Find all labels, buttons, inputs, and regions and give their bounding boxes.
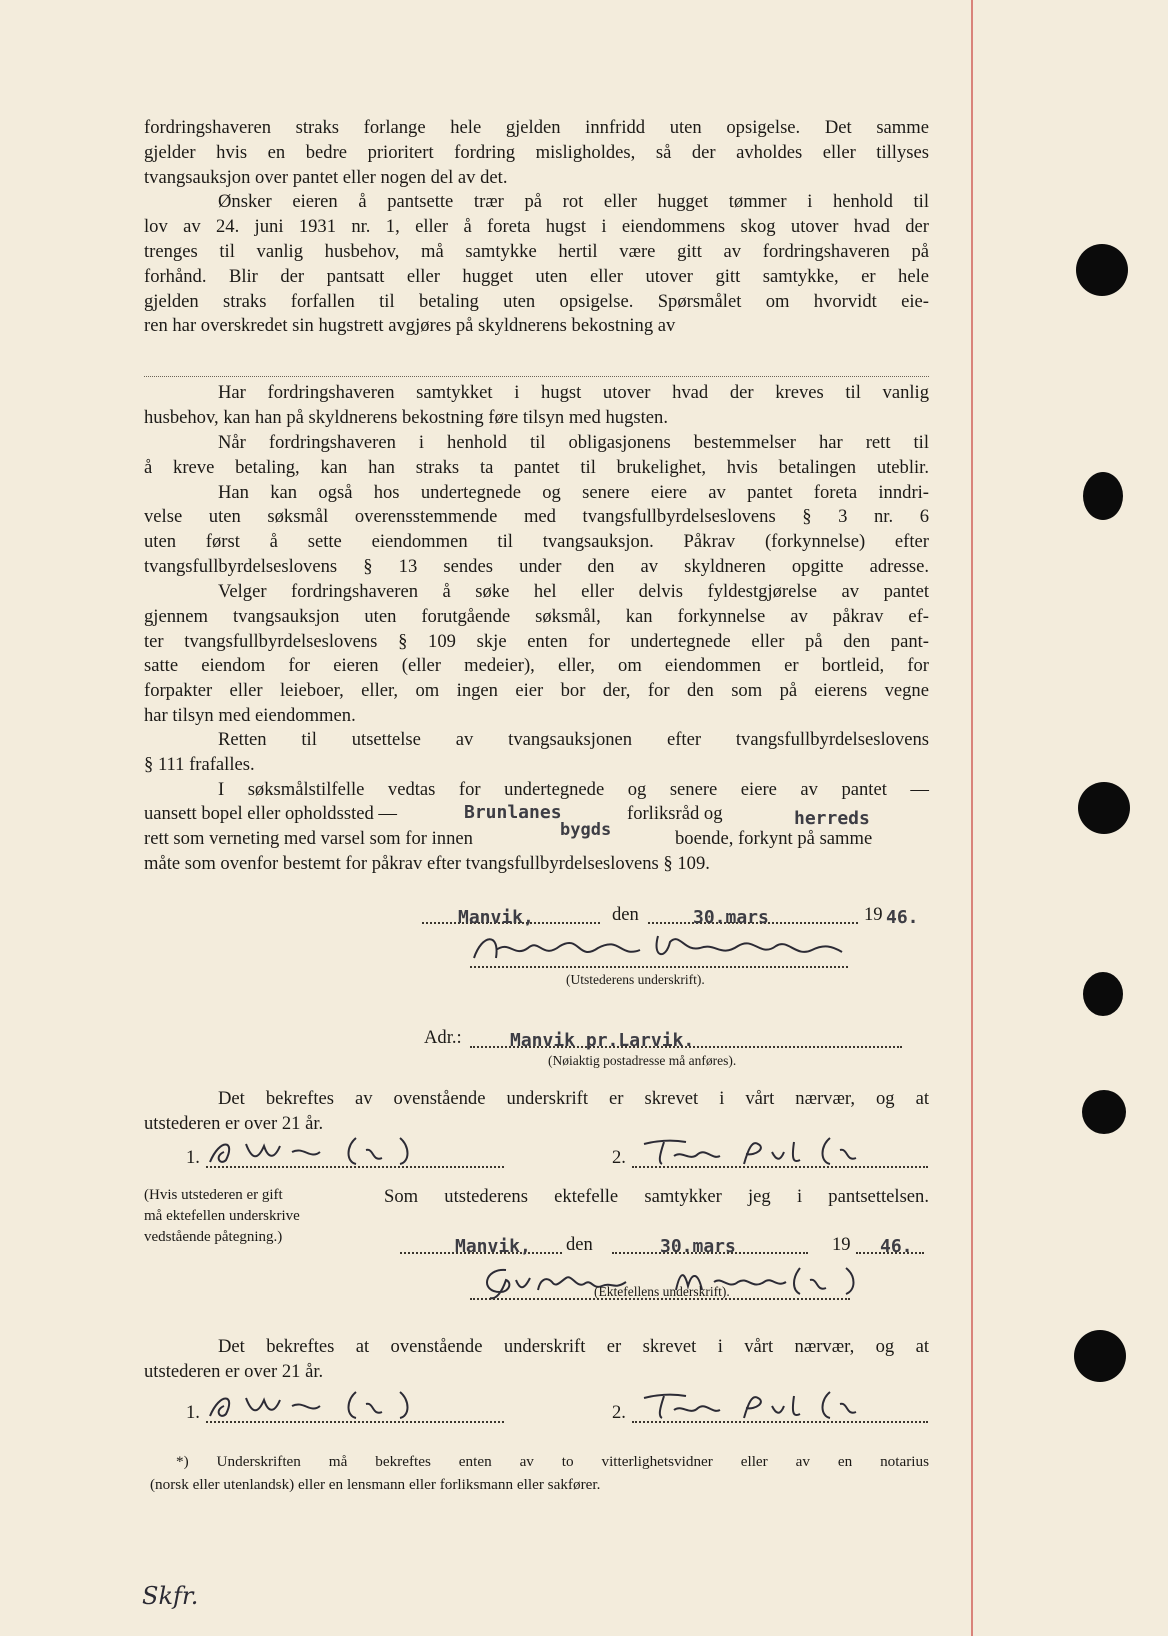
text-line: ren har overskredet sin hugstrett avgjøres på skyldnerens bekostning av bbox=[144, 315, 676, 336]
text-line: har tilsyn med eiendommen. bbox=[144, 705, 356, 726]
witness-signature bbox=[640, 1134, 870, 1168]
text-line: gjelden straks forfallen til betaling uten opsigelse. Spørsmålet om hvorvidt eie- bbox=[144, 291, 929, 312]
text-line: Det bekreftes at ovenstående underskrift er skrevet i vårt nærvær, og at bbox=[218, 1336, 929, 1357]
spouse-year: 46. bbox=[880, 1236, 913, 1257]
typed-court-district: Brunlanes bbox=[464, 802, 562, 823]
spouse-consent: Som utstederens ektefelle samtykker jeg i pantsettelsen. bbox=[384, 1186, 929, 1207]
footnote: (norsk eller utenlandsk) eller en lensmann eller forliksmann eller sakfører. bbox=[150, 1476, 601, 1493]
text-line: gjelder hvis en bedre prioritert fordring misligholdes, så der avholdes eller tillyses bbox=[144, 142, 929, 163]
den-label: den bbox=[566, 1234, 593, 1255]
punch-hole bbox=[1083, 472, 1123, 520]
witness-number: 2. bbox=[612, 1147, 626, 1168]
text-line: Velger fordringshaveren å søke hel eller delvis fyldestgjørelse av pantet bbox=[218, 581, 929, 602]
text-line: boende, forkynt på samme bbox=[675, 828, 873, 849]
text-line: satte eiendom for eieren (eller medeier), eller, om eiendommen er bortleid, for bbox=[144, 655, 929, 676]
text-line: Det bekreftes av ovenstående underskrift er skrevet i vårt nærvær, og at bbox=[218, 1088, 929, 1109]
text-line: I søksmålstilfelle vedtas for undertegnede og senere eiere av pantet — bbox=[218, 779, 929, 800]
text-line: måte som ovenfor bestemt for påkrav efter tvangsfullbyrdelseslovens § 109. bbox=[144, 853, 710, 874]
spouse-place: Manvik, bbox=[455, 1236, 531, 1257]
spouse-note: må ektefellen underskrive bbox=[144, 1208, 300, 1224]
text-line: velse uten søksmål overensstemmende med tvangsfullbyrdelseslovens § 3 nr. 6 bbox=[144, 506, 929, 527]
punch-hole bbox=[1078, 782, 1130, 834]
dotted-separator bbox=[144, 376, 929, 377]
punch-hole bbox=[1076, 244, 1128, 296]
den-label: den bbox=[612, 904, 639, 925]
text-line: ter tvangsfullbyrdelseslovens § 109 skje enten for undertegnede eller på den pant- bbox=[144, 631, 929, 652]
text-line: gjennem tvangsauksjon uten forutgående søksmål, kan forkynnelse av påkrav ef- bbox=[144, 606, 929, 627]
witness-signature bbox=[206, 1388, 416, 1422]
text-line: uten først å sette eiendommen til tvangsauksjon. Påkrav (forkynnelse) efter bbox=[144, 531, 929, 552]
text-line: fordringshaveren straks forlange hele gjelden innfridd uten opsigelse. Det samme bbox=[144, 117, 929, 138]
text-line: forhånd. Blir der pantsatt eller hugget uten eller utover gitt samtykke, er hele bbox=[144, 266, 929, 287]
text-line: utstederen er over 21 år. bbox=[144, 1361, 324, 1382]
address-label: Adr.: bbox=[424, 1027, 462, 1048]
punch-hole bbox=[1083, 972, 1123, 1016]
text-line: Ønsker eieren å pantsette trær på rot eller hugget tømmer i henhold til bbox=[218, 191, 929, 212]
year-prefix: 19 bbox=[832, 1234, 851, 1255]
text-line: uansett bopel eller opholdssted — bbox=[144, 803, 398, 824]
issuer-signature bbox=[470, 928, 860, 968]
marginal-initials: Skfr. bbox=[142, 1582, 199, 1610]
signature-caption: (Ektefellens underskrift). bbox=[594, 1284, 730, 1299]
text-line: å kreve betaling, kan han straks ta pantet til brukelighet, hvis betalingen uteblir. bbox=[144, 457, 929, 478]
footnote: *) Underskriften må bekreftes enten av to vitterlighetsvidner eller av en notarius bbox=[176, 1453, 929, 1470]
text-line: trenges til vanlig husbehov, må samtykke hertil være gitt av fordringshaveren på bbox=[144, 241, 929, 262]
witness-signature bbox=[640, 1388, 870, 1422]
spouse-note: vedstående påtegning.) bbox=[144, 1229, 283, 1245]
witness-signature bbox=[206, 1134, 416, 1168]
text-line: rett som verneting med varsel som for innen bbox=[144, 828, 473, 849]
text-line: forliksråd og bbox=[627, 803, 723, 824]
text-line: Retten til utsettelse av tvangsauksjonen efter tvangsfullbyrdelseslovens bbox=[218, 729, 929, 750]
text-line: forpakter eller leieboer, eller, om ingen eier bor der, for den som på eierens vegne bbox=[144, 680, 929, 701]
text-line: tvangsauksjon over pantet eller nogen del av det. bbox=[144, 167, 508, 188]
issuer-place: Manvik, bbox=[458, 907, 534, 928]
punch-hole bbox=[1074, 1330, 1126, 1382]
text-line: Når fordringshaveren i henhold til obligasjonens bestemmelser har rett til bbox=[218, 432, 929, 453]
punch-hole bbox=[1082, 1090, 1126, 1134]
text-line: lov av 24. juni 1931 nr. 1, eller å foreta hugst i eiendommens skog utover hvad der bbox=[144, 216, 929, 237]
spouse-date: 30.mars bbox=[660, 1236, 736, 1257]
signature-line bbox=[470, 966, 848, 968]
issuer-date: 30.mars bbox=[693, 907, 769, 928]
witness-number: 2. bbox=[612, 1402, 626, 1423]
text-line: Han kan også hos undertegnede og senere eiere av pantet foreta inndri- bbox=[218, 482, 929, 503]
witness-number: 1. bbox=[186, 1147, 200, 1168]
typed-herreds: herreds bbox=[794, 808, 870, 829]
text-line: husbehov, kan han på skyldnerens bekostning føre tilsyn med hugsten. bbox=[144, 407, 668, 428]
text-line: Har fordringshaveren samtykket i hugst utover hvad der kreves til vanlig bbox=[218, 382, 929, 403]
address-caption: (Nøiaktig postadresse må anføres). bbox=[548, 1053, 737, 1068]
signature-caption: (Utstederens underskrift). bbox=[566, 972, 705, 987]
typed-bygds: bygds bbox=[560, 820, 612, 840]
text-line: utstederen er over 21 år. bbox=[144, 1113, 324, 1134]
text-line: § 111 frafalles. bbox=[144, 754, 255, 775]
year-prefix: 19 bbox=[864, 904, 883, 925]
red-margin-line bbox=[971, 0, 973, 1636]
spouse-note: (Hvis utstederen er gift bbox=[144, 1187, 283, 1203]
text-line: tvangsfullbyrdelseslovens § 13 sendes under den av skyldneren opgitte adresse. bbox=[144, 556, 929, 577]
address-value: Manvik pr.Larvik. bbox=[510, 1030, 695, 1051]
witness-number: 1. bbox=[186, 1402, 200, 1423]
issuer-year: 46. bbox=[886, 907, 919, 928]
